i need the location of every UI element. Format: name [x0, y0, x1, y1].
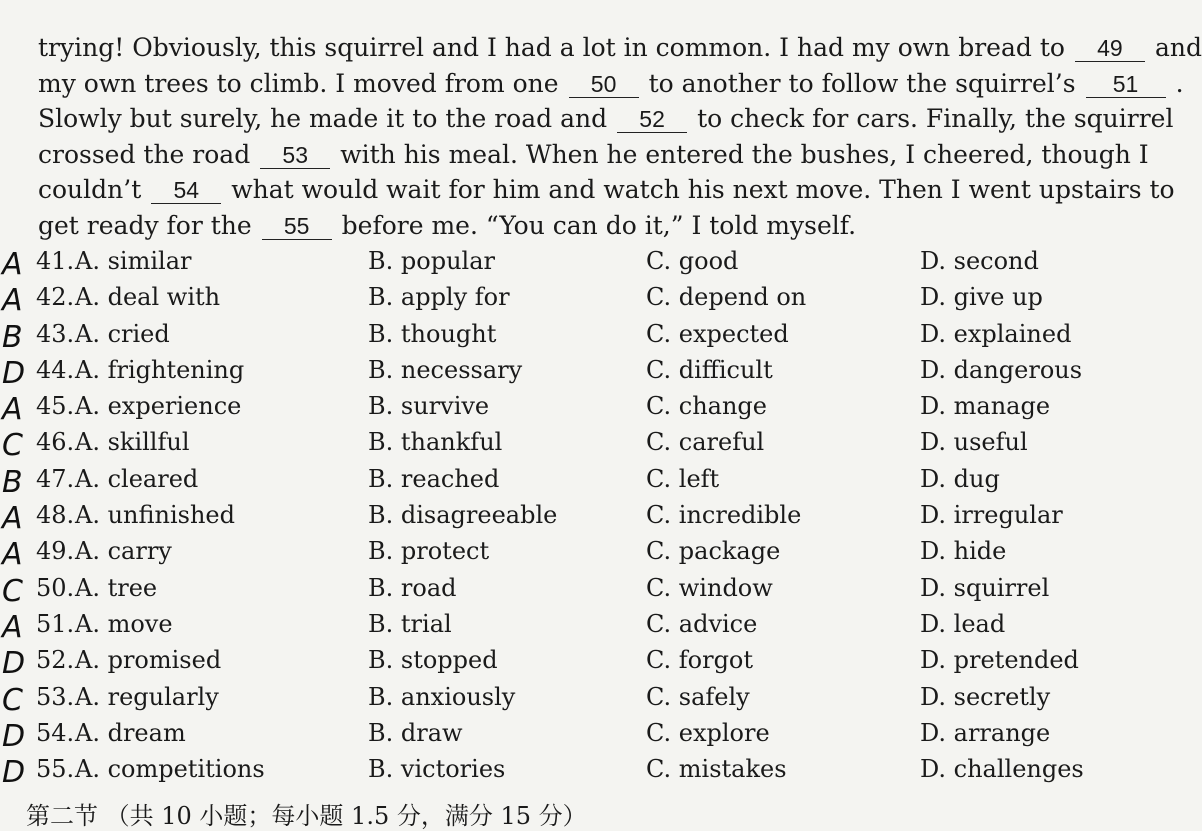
question-row [0, 461, 1172, 500]
option-d: D. lead [920, 609, 1006, 638]
question-row [0, 497, 1172, 537]
option-a: A. competitions [75, 755, 265, 784]
option-b: B. thought [368, 319, 497, 348]
handwritten-answer-mark: D [2, 355, 26, 391]
handwritten-answer-mark: A [2, 392, 23, 428]
option-a: A. cried [75, 319, 170, 348]
option-d: D. pretended [920, 646, 1079, 675]
question-options [0, 243, 1172, 791]
option-b: B. protect [368, 537, 490, 566]
option-d: D. irregular [920, 501, 1063, 530]
option-c: C. difficult [646, 355, 773, 384]
question-row [0, 751, 1172, 791]
option-d: D. secretly [920, 682, 1051, 711]
handwritten-answer-mark: C [2, 428, 23, 464]
option-c: C. safely [646, 682, 750, 711]
handwritten-answer-mark: D [2, 646, 26, 682]
question-number: 54. [36, 718, 75, 747]
option-b: B. draw [368, 718, 463, 747]
option-a: A. unfinished [75, 501, 235, 530]
option-b: B. trial [368, 609, 452, 638]
option-d: D. hide [920, 537, 1007, 566]
option-a: A. skillful [75, 428, 190, 457]
handwritten-answer-mark: B [2, 319, 23, 355]
option-d: D. dangerous [920, 355, 1083, 384]
option-d: D. challenges [920, 755, 1084, 784]
question-number: 55. [36, 755, 75, 784]
option-a: A. similar [75, 247, 192, 275]
option-d: D. second [920, 247, 1039, 275]
answer-blank: 55 [262, 213, 332, 240]
answer-blank: 50 [569, 71, 639, 98]
passage-line: my own trees to climb. I moved from one 50 to another to follow the squirrel’s 51 . [38, 68, 1184, 98]
handwritten-answer-mark: B [2, 464, 23, 500]
option-c: C. explore [646, 718, 770, 747]
question-number: 52. [36, 646, 75, 675]
handwritten-answer-mark: A [2, 283, 23, 319]
option-a: A. frightening [75, 355, 245, 384]
option-c: C. forgot [646, 646, 754, 675]
option-c: C. change [646, 392, 767, 421]
question-row [0, 533, 1172, 573]
option-b: B. disagreeable [368, 501, 558, 530]
option-a: A. regularly [75, 682, 219, 711]
answer-blank: 51 [1086, 71, 1166, 98]
option-d: D. manage [920, 392, 1051, 421]
option-a: A. carry [75, 537, 172, 566]
question-number: 51. [36, 609, 75, 638]
option-d: D. dug [920, 464, 1000, 493]
passage-line: Slowly but surely, he made it to the road and 52 to check for cars. Finally, the squirrel [38, 104, 1174, 133]
option-a: A. tree [75, 573, 158, 602]
option-c: C. advice [646, 609, 758, 638]
option-a: A. deal with [75, 283, 221, 312]
option-b: B. victories [368, 755, 506, 784]
question-number: 41. [36, 247, 75, 275]
option-b: B. anxiously [368, 682, 516, 711]
question-number: 43. [36, 319, 75, 348]
question-number: 49. [36, 537, 75, 566]
question-number: 48. [36, 501, 75, 530]
option-c: C. depend on [646, 283, 807, 312]
option-d: D. squirrel [920, 573, 1050, 602]
option-c: C. expected [646, 319, 789, 348]
question-row [0, 243, 1172, 282]
question-row [0, 424, 1172, 464]
option-b: B. reached [368, 464, 500, 493]
cloze-passage [38, 30, 1202, 243]
section-heading: 第二节 （共 10 小题；每小题 1.5 分，满分 15 分） [26, 802, 587, 830]
option-c: C. careful [646, 428, 765, 457]
passage-line: crossed the road 53 with his meal. When he entered the bushes, I cheered, though I [38, 139, 1149, 169]
option-c: C. incredible [646, 501, 802, 530]
question-row [0, 570, 1172, 609]
question-number: 42. [36, 283, 75, 312]
option-c: C. good [646, 247, 739, 275]
question-row [0, 352, 1172, 391]
handwritten-answer-mark: C [2, 682, 23, 718]
answer-blank: 53 [260, 142, 330, 169]
option-d: D. arrange [920, 718, 1051, 747]
option-b: B. necessary [368, 355, 523, 384]
handwritten-answer-mark: D [2, 755, 26, 791]
question-row [0, 388, 1172, 428]
option-b: B. road [368, 573, 457, 602]
option-d: D. give up [920, 283, 1043, 312]
option-c: C. package [646, 537, 781, 566]
question-row [0, 279, 1172, 319]
option-c: C. window [646, 573, 773, 602]
answer-blank: 52 [617, 106, 687, 133]
question-row [0, 642, 1172, 682]
handwritten-answer-mark: A [2, 501, 23, 537]
question-row [0, 679, 1172, 718]
handwritten-answer-mark: A [2, 537, 23, 573]
option-a: A. promised [75, 646, 222, 675]
handwritten-answer-mark: A [2, 609, 23, 645]
question-number: 44. [36, 355, 75, 384]
answer-blank: 49 [1075, 35, 1145, 62]
question-number: 50. [36, 573, 75, 602]
option-a: A. dream [75, 718, 186, 747]
option-d: D. useful [920, 428, 1028, 457]
option-a: A. move [75, 609, 173, 638]
handwritten-answer-mark: D [2, 718, 26, 754]
option-c: C. left [646, 464, 720, 493]
handwritten-answer-mark: C [2, 573, 23, 609]
option-d: D. explained [920, 319, 1072, 348]
option-c: C. mistakes [646, 755, 787, 784]
option-b: B. survive [368, 392, 490, 421]
question-number: 53. [36, 682, 75, 711]
question-number: 45. [36, 392, 75, 421]
answer-blank: 54 [151, 177, 221, 204]
question-row [0, 316, 1172, 355]
option-a: A. experience [75, 392, 242, 421]
option-b: B. apply for [368, 283, 510, 312]
question-row [0, 715, 1172, 754]
question-number: 46. [36, 428, 75, 457]
option-b: B. stopped [368, 646, 498, 675]
question-row [0, 606, 1172, 645]
option-b: B. popular [368, 247, 495, 275]
passage-line: get ready for the 55 before me. “You can do it,” I told myself. [38, 210, 857, 240]
option-b: B. thankful [368, 428, 503, 457]
question-number: 47. [36, 464, 75, 493]
handwritten-answer-mark: A [2, 247, 23, 282]
passage-line: couldn’t 54 what would wait for him and watch his next move. Then I went upstairs to [38, 175, 1175, 204]
option-a: A. cleared [75, 464, 199, 493]
passage-line: trying! Obviously, this squirrel and I had a lot in common. I had my own bread to 49 and [38, 33, 1202, 62]
